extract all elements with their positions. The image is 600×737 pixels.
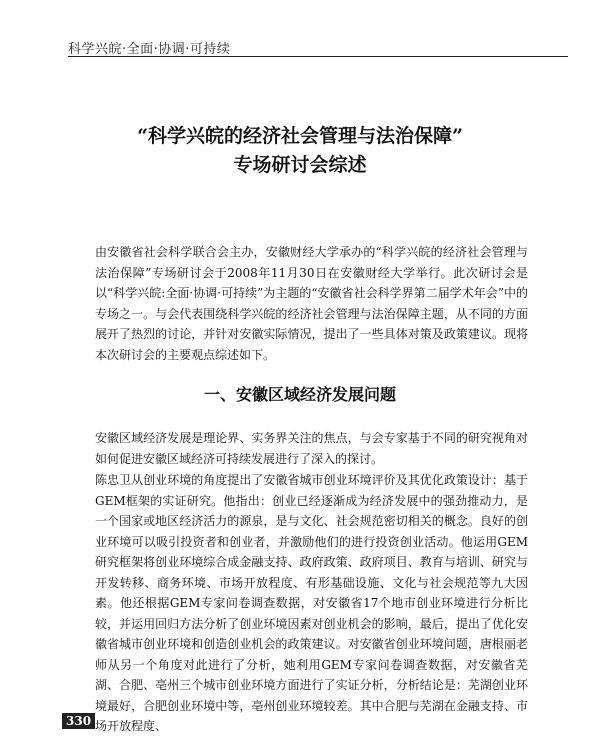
article-title-line-2: 专场研讨会综述 xyxy=(233,154,367,177)
running-header: 科学兴皖·全面·协调·可持续 xyxy=(68,42,231,57)
article-title-line-1: “科学兴皖的经济社会管理与法治保障” xyxy=(137,125,463,147)
intro-paragraph: 由安徽省社会科学联合会主办，安徽财经大学承办的“科学兴皖的经济社会管理与法治保障”专场研讨会于2008年11月30日在安徽财经大学举行。此次研讨会是以“科学兴皖:全面·协调·可持续”为主题的“安徽省社会科学界第二届学术年会”中的专场之一。与会代表围绕科学兴皖的经济社会管理与法治保障主题，从不同的方面展开了热烈的讨论，并针对安徽实际情况，提出了一些具体对策及政策建议。现将本次研讨会的主要观点综述如下。 xyxy=(95,245,528,362)
section-paragraph-1: 安徽区域经济发展是理论界、实务界关注的焦点，与会专家基于不同的研究视角对如何促进安徽区域经济可持续发展进行了深入的探讨。 xyxy=(95,431,528,466)
article-title xyxy=(0,122,600,181)
header-rule xyxy=(68,56,568,57)
section-paragraph-2: 陈忠卫从创业环境的角度提出了安徽省城市创业环境评价及其优化政策设计：基于GEM框架的实证研究。他指出：创业已经逐渐成为经济发展中的强劲推动力，是一个国家或地区经济活力的源泉，是与文化、社会规范密切相关的概念。良好的创业环境可以吸引投资者和创业者，并激励他们的进行投资创业活动。他运用GEM研究框架将创业环境综合成金融支持、政府政策、政府项目、教育与培训、研究与开发转移、商务环境、市场开放程度、有形基础设施、文化与社会规范等九大因素。他还根据GEM专家问卷调查数据，对安徽省17个地市创业环境进行分析比较，并运用回归方法分析了创业环境因素对创业机会的影响，最后，提出了优化安徽省城市创业环境和创造创业机会的政策建议。对安徽省创业环境问题，唐根丽老师从另一个角度对此进行了分析，她利用GEM专家问卷调查数据，对安徽省芜湖、合肥、亳州三个城市创业环境方面进行了实证分析，分析结论是：芜湖创业环境最好，合肥创业环境中等，亳州创业环境较差。其中合肥与芜湖在金融支持、市场开放程度、 xyxy=(95,473,528,733)
page-number: 330 xyxy=(62,713,95,729)
section-heading: 一、安徽区域经济发展问题 xyxy=(203,385,396,404)
